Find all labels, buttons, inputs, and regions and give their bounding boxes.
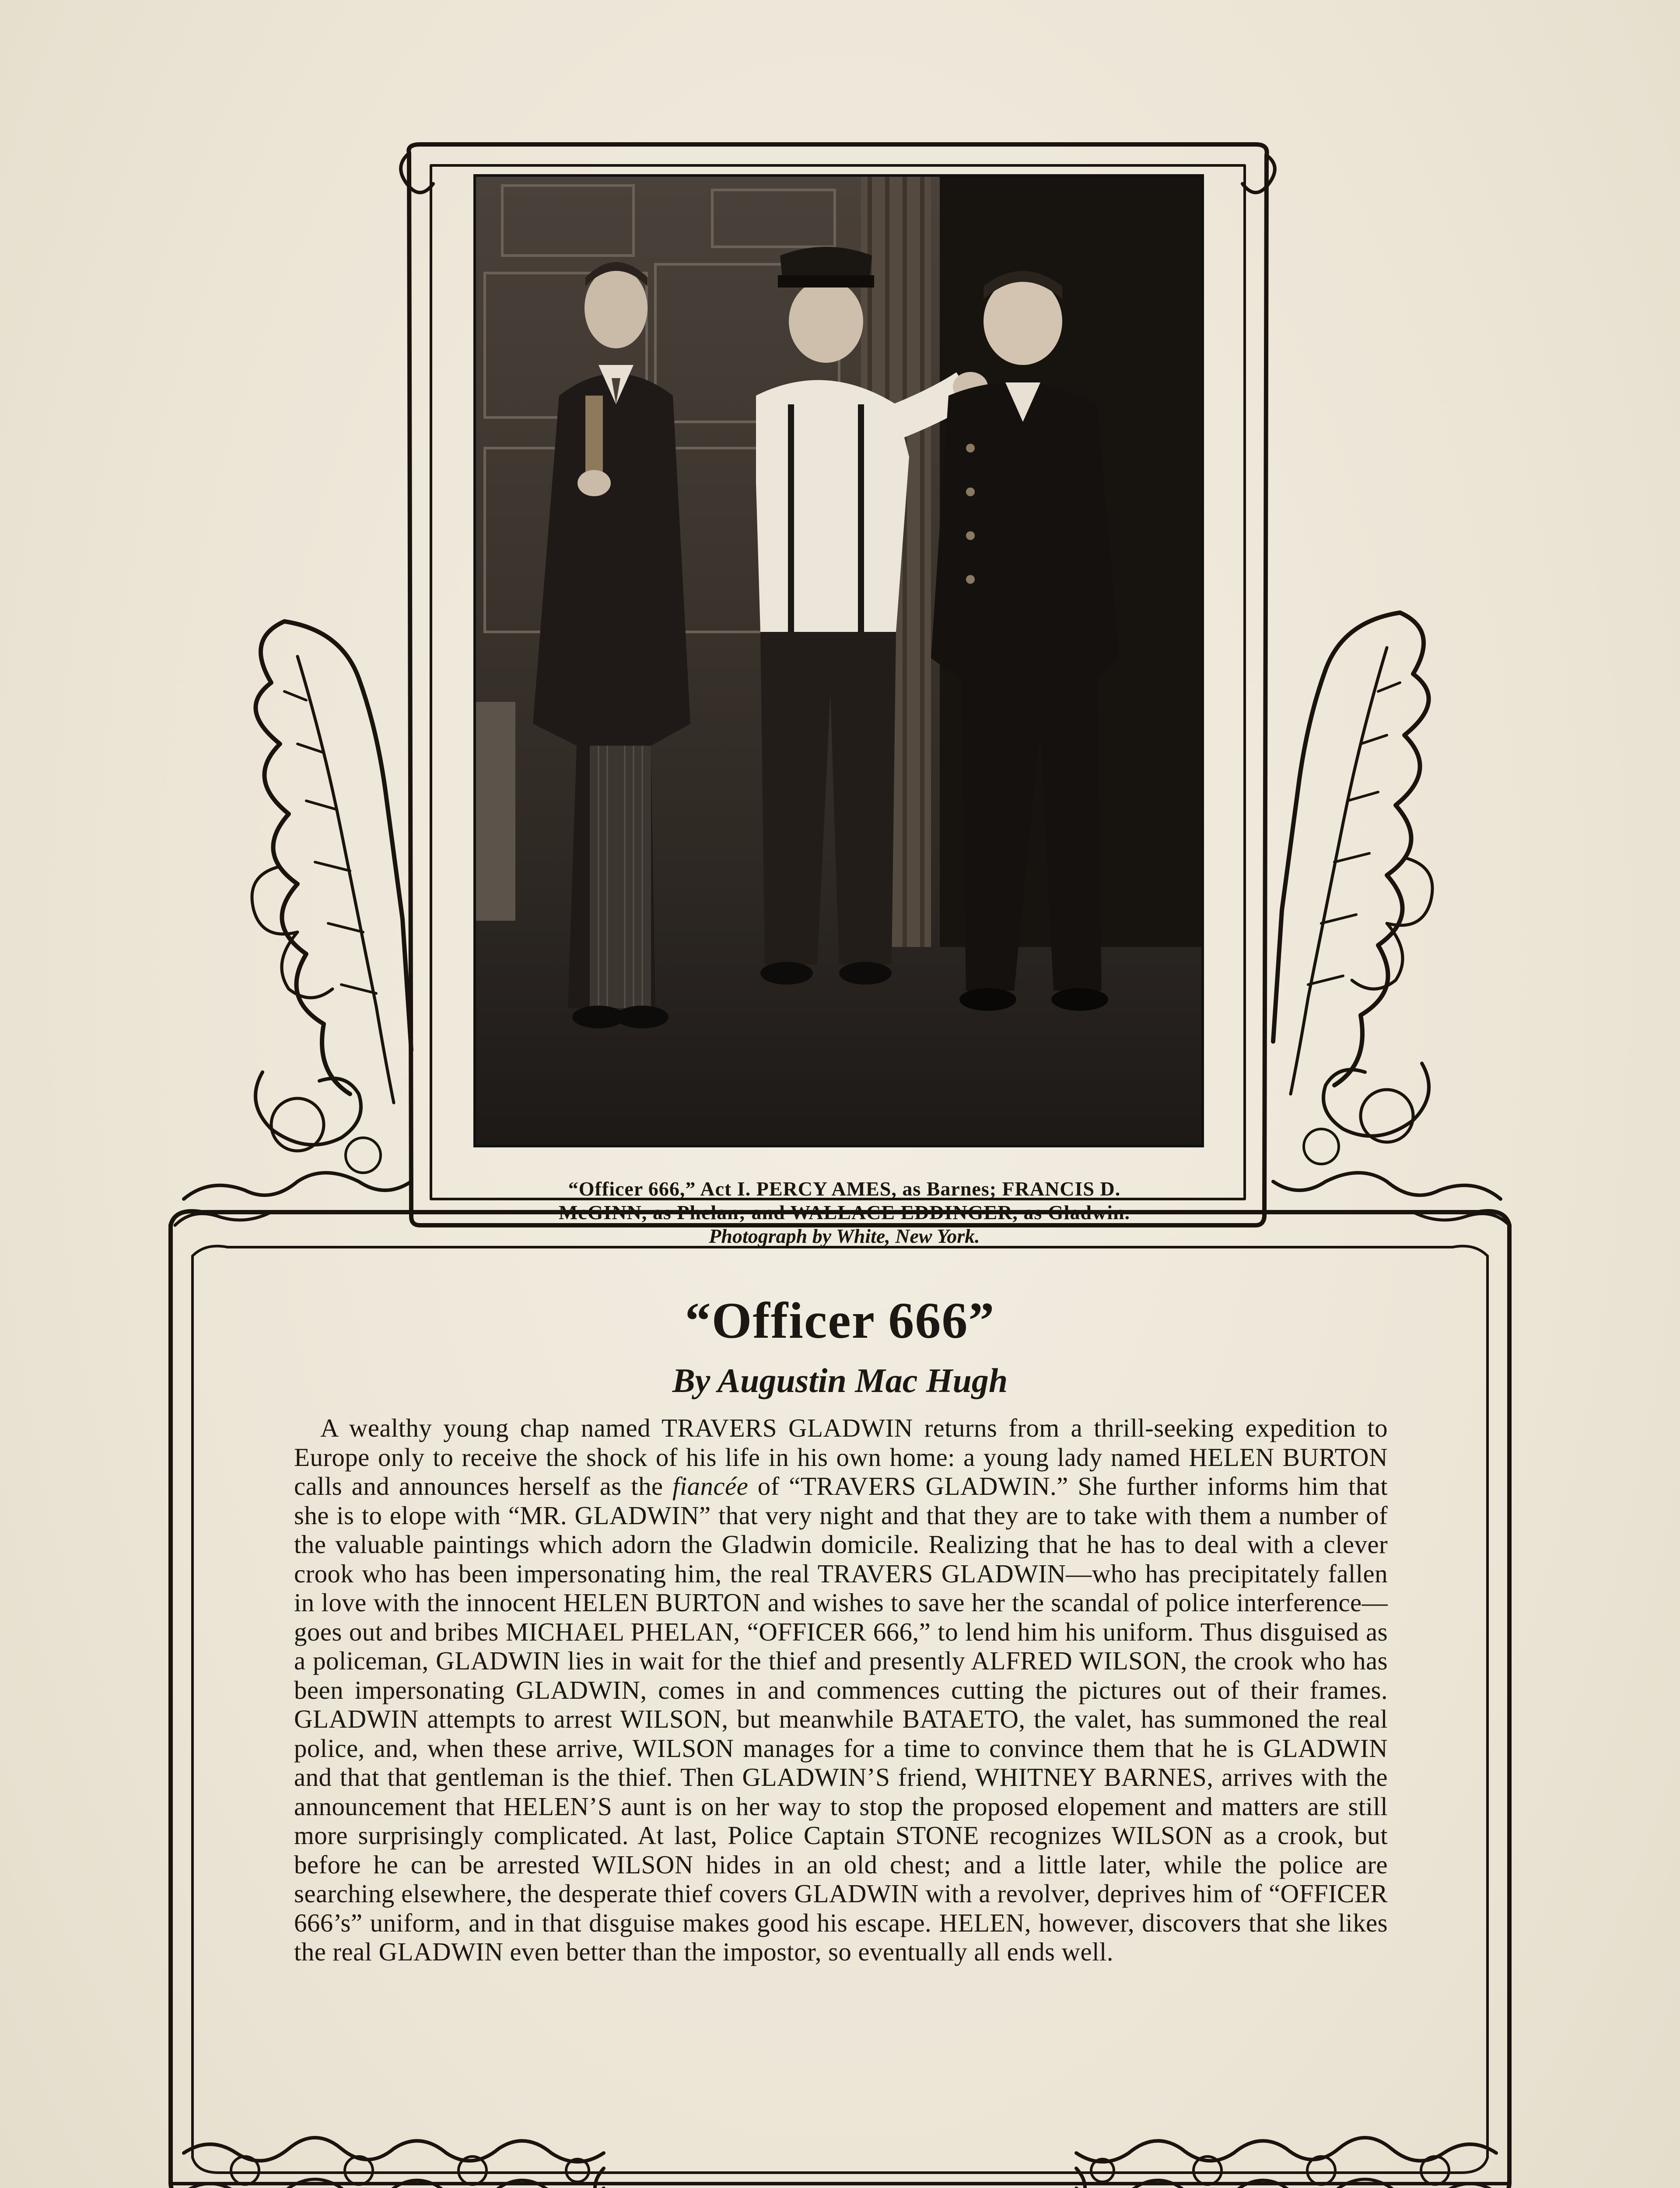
photo-caption xyxy=(538,1177,1151,1248)
article-byline: By Augustin Mac Hugh xyxy=(672,1361,1008,1399)
body-text-part-2: of “TRAVERS GLADWIN.” She further informs him that she is to elope with “MR. GLADWIN” that very night and that they are to take with them a number of the valuable paintings which adorn the Gladwin domicile. Realizing that he has to deal with a clever crook who has been impersonating him, the real TRAVERS GLADWIN—who has precipitately fallen in love with the innocent HELEN BURTON and wishes to save her the scandal of police interference—goes out and bribes MICHAEL PHELAN, “OFFICER 666,” to lend him his uniform. Thus disguised as a policeman, GLADWIN lies in wait for the thief and presently ALFRED WILSON, the crook who has been impersonating GLADWIN, comes in and commences cutting the pictures out of their frames. GLADWIN attempts to arrest WILSON, but meanwhile BATAETO, the valet, has summoned the real police, and, when these arrive, WILSON manages for a time to convince them that he is GLADWIN and that that gentleman is the thief. Then GLADWIN’S friend, WHITNEY BARNES, arrives with the announcement that HELEN’S aunt is on her way to stop the proposed elopement and matters are still more surprisingly complicated. At last, Police Captain STONE recognizes WILSON as a crook, but before he can be arrested WILSON hides in an old chest; and a little later, while the police are searching elsewhere, the desperate thief covers GLADWIN with a revolver, deprives him of “OFFICER 666’s” uniform, and in that disguise makes good his escape. HELEN, however, discovers that she likes the real GLADWIN even better than the impostor, so eventually all ends well. xyxy=(294,1472,1388,1966)
article-title: “Officer 666” xyxy=(685,1292,995,1349)
caption-text: “Officer 666,” Act I. PERCY AMES, as Barnes; FRANCIS D. McGINN, as Phelan; and WALLACE EDDINGER, as Gladwin. xyxy=(558,1178,1130,1224)
photo-scene xyxy=(476,177,1201,1145)
article-body xyxy=(294,1413,1388,1967)
body-text-part-1: A wealthy young chap named TRAVERS GLADWIN returns from a thrill-seeking expedition to Europe only to receive the shock of his life in his own home: a young lady named HELEN BURTON calls and announces herself as the xyxy=(294,1413,1388,1501)
stage-photograph xyxy=(473,174,1204,1147)
body-emphasis-fiancee: fiancée xyxy=(672,1472,749,1501)
photo-credit: Photograph by White, New York. xyxy=(709,1225,980,1247)
